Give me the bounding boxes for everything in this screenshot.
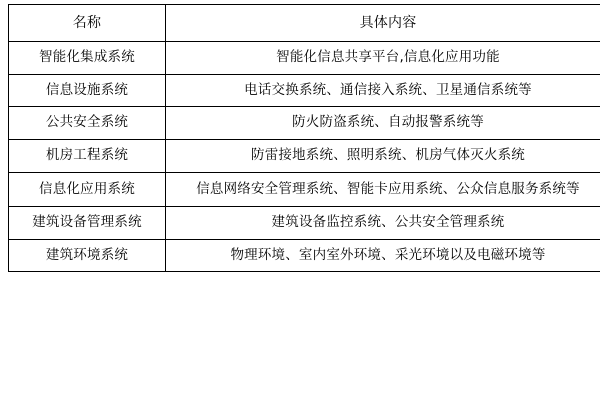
spec-table	[8, 4, 600, 272]
row-name-text: 信息化应用系统	[39, 180, 135, 197]
row-content-cell	[166, 42, 600, 75]
row-name-text: 机房工程系统	[45, 146, 129, 163]
row-content-cell	[166, 239, 600, 272]
row-name-cell	[9, 74, 166, 107]
row-name-text: 公共安全系统	[45, 114, 129, 131]
table-row	[9, 207, 600, 240]
row-name-text: 建筑设备管理系统	[32, 214, 142, 231]
row-name-cell	[9, 172, 166, 207]
table-row	[9, 74, 600, 107]
table-header-row	[9, 5, 600, 42]
table-row	[9, 42, 600, 75]
header-name-text: 名称	[72, 15, 102, 31]
row-name-text: 智能化集成系统	[39, 49, 135, 66]
row-content-cell	[166, 207, 600, 240]
table-row	[9, 139, 600, 172]
row-content-text: 防火防盗系统、自动报警系统等	[292, 114, 484, 131]
table-row	[9, 172, 600, 207]
table-row	[9, 239, 600, 272]
row-content-cell	[166, 172, 600, 207]
row-content-text: 防雷接地系统、照明系统、机房气体灭火系统	[251, 146, 525, 163]
row-content-text: 建筑设备监控系统、公共安全管理系统	[271, 214, 505, 231]
table-row	[9, 107, 600, 140]
row-name-cell	[9, 207, 166, 240]
row-content-text: 智能化信息共享平台,信息化应用功能	[276, 49, 500, 66]
row-content-text: 物理环境、室内室外环境、采光环境以及电磁环境等	[230, 246, 546, 263]
row-name-text: 信息设施系统	[45, 81, 129, 98]
row-name-cell	[9, 42, 166, 75]
table-body	[9, 5, 600, 272]
header-content-text: 具体内容	[359, 15, 417, 31]
row-name-cell	[9, 139, 166, 172]
row-content-cell	[166, 107, 600, 140]
row-content-text: 信息网络安全管理系统、智能卡应用系统、公众信息服务系统等	[196, 180, 580, 197]
row-name-cell	[9, 239, 166, 272]
row-name-text: 建筑环境系统	[45, 246, 129, 263]
row-content-text: 电话交换系统、通信接入系统、卫星通信系统等	[244, 81, 532, 98]
table-header-name	[9, 5, 166, 42]
table-header-content	[166, 5, 600, 42]
row-content-cell	[166, 139, 600, 172]
row-content-cell	[166, 74, 600, 107]
row-name-cell	[9, 107, 166, 140]
